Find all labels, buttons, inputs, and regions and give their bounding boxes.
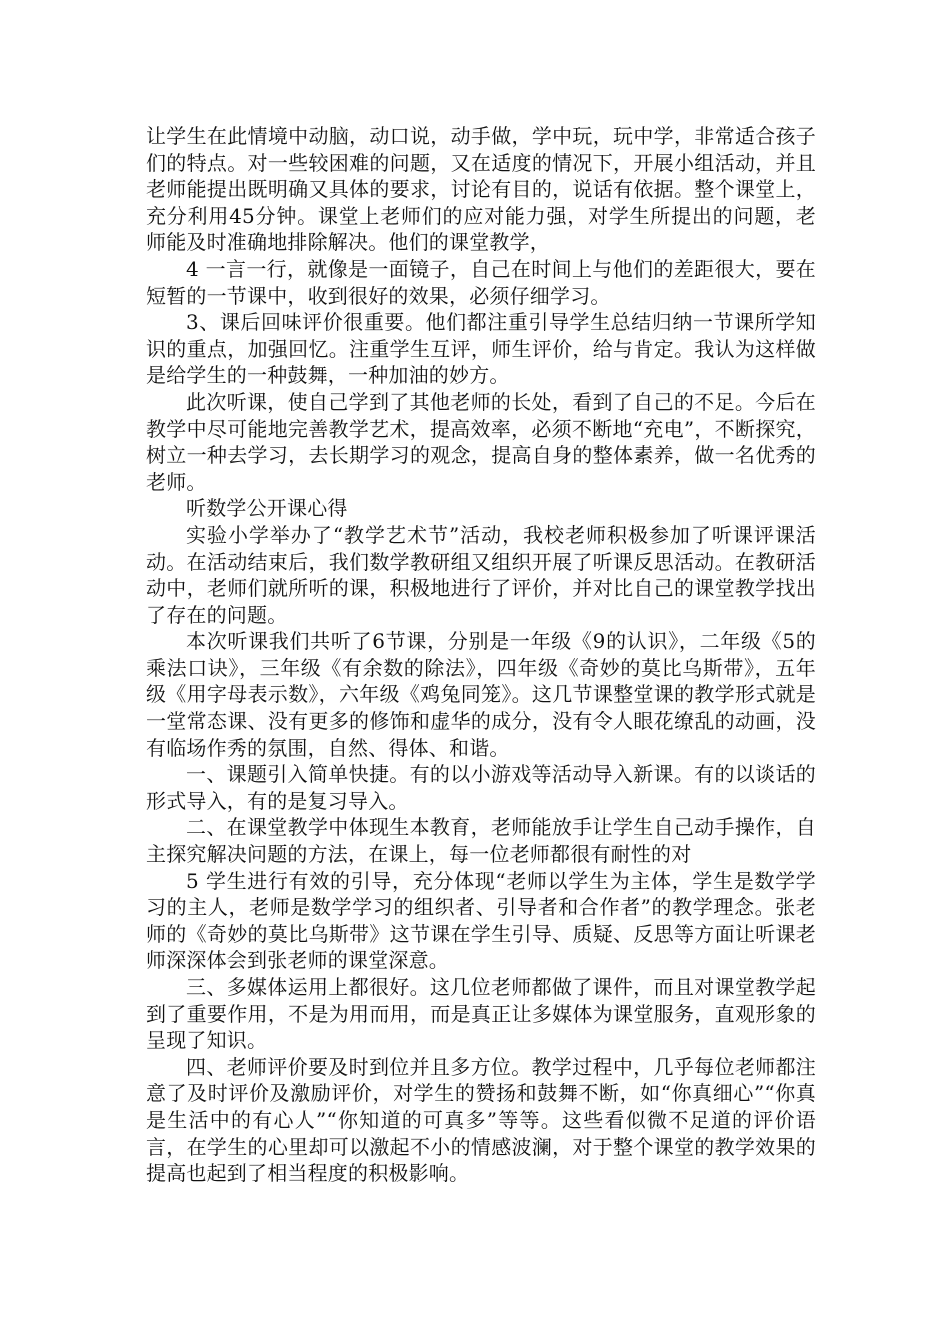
paragraph-3: 3、课后回味评价很重要。他们都注重引导学生总结归纳一节课所学知识的重点，加强回忆。注重学生互评，师生评价，给与肯定。我认为这样做是给学生的一种鼓舞，一种加油的妙方。 — [146, 310, 816, 388]
paragraph-2: 4 一言一行，就像是一面镜子，自己在时间上与他们的差距很大，要在短暂的一节课中，收到很好的效果，必须仔细学习。 — [146, 256, 816, 308]
section-title: 听数学公开课心得 — [186, 496, 348, 521]
paragraph-6: 实验小学举办了“教学艺术节”活动，我校老师积极参加了听课评课活动。在活动结束后，我们数学教研组又组织开展了听课反思活动。在教研活动中，老师们就所听的课，积极地进行了评价，并对比自己的课堂教学找出了存在的问题。 — [146, 522, 816, 627]
paragraph-12: 四、老师评价要及时到位并且多方位。教学过程中，几乎每位老师都注意了及时评价及激励评价，对学生的赞扬和鼓舞不断，如“你真细心”“你真是生活中的有心人”“你知道的可真多”等等。这些看似微不足道的评价语言，在学生的心里却可以激起不小的情感波澜，对于整个课堂的教学效果的提高也起到了相当程度的积极影响。 — [146, 1054, 816, 1186]
paragraph-1: 让学生在此情境中动脑，动口说，动手做，学中玩，玩中学，非常适合孩子们的特点。对一些较困难的问题，又在适度的情况下，开展小组活动，并且老师能提出既明确又具体的要求，讨论有目的，说话有依据。整个课堂上，充分利用45分钟。课堂上老师们的应对能力强，对学生所提出的问题，老师能及时准确地排除解决。他们的课堂教学， — [146, 124, 816, 255]
paragraph-8: 一、课题引入简单快捷。有的以小游戏等活动导入新课。有的以谈话的形式导入，有的是复习导入。 — [146, 762, 816, 813]
document-body — [146, 123, 816, 1187]
paragraph-9: 二、在课堂教学中体现生本教育，老师能放手让学生自己动手操作，自主探究解决问题的方法，在课上，每一位老师都很有耐性的对 — [146, 815, 816, 867]
paragraph-7: 本次听课我们共听了6节课，分别是一年级《9的认识》，二年级《5的乘法口诀》，三年级《有余数的除法》，四年级《奇妙的莫比乌斯带》，五年级《用字母表示数》，六年级《鸡兔同笼》。这几节课整堂课的教学形式就是一堂常态课、没有更多的修饰和虚华的成分，没有令人眼花缭乱的动画，没有临场作秀的氛围，自然、得体、和谐。 — [146, 629, 816, 760]
paragraph-10: 5 学生进行有效的引导，充分体现“老师以学生为主体，学生是数学学习的主人，老师是数学学习的组织者、引导者和合作者”的教学理念。张老师的《奇妙的莫比乌斯带》这节课在学生引导、质疑、反思等方面让听课老师深深体会到张老师的课堂深意。 — [146, 868, 816, 973]
paragraph-4: 此次听课，使自己学到了其他老师的长处，看到了自己的不足。今后在教学中尽可能地完善教学艺术，提高效率，必须不断地“充电”，不断探究，树立一种去学习，去长期学习的观念，提高自身的整体素养，做一名优秀的老师。 — [146, 389, 816, 494]
paragraph-11: 三、多媒体运用上都很好。这几位老师都做了课件，而且对课堂教学起到了重要作用，不是为用而用，而是真正让多媒体为课堂服务，直观形象的呈现了知识。 — [146, 975, 816, 1053]
